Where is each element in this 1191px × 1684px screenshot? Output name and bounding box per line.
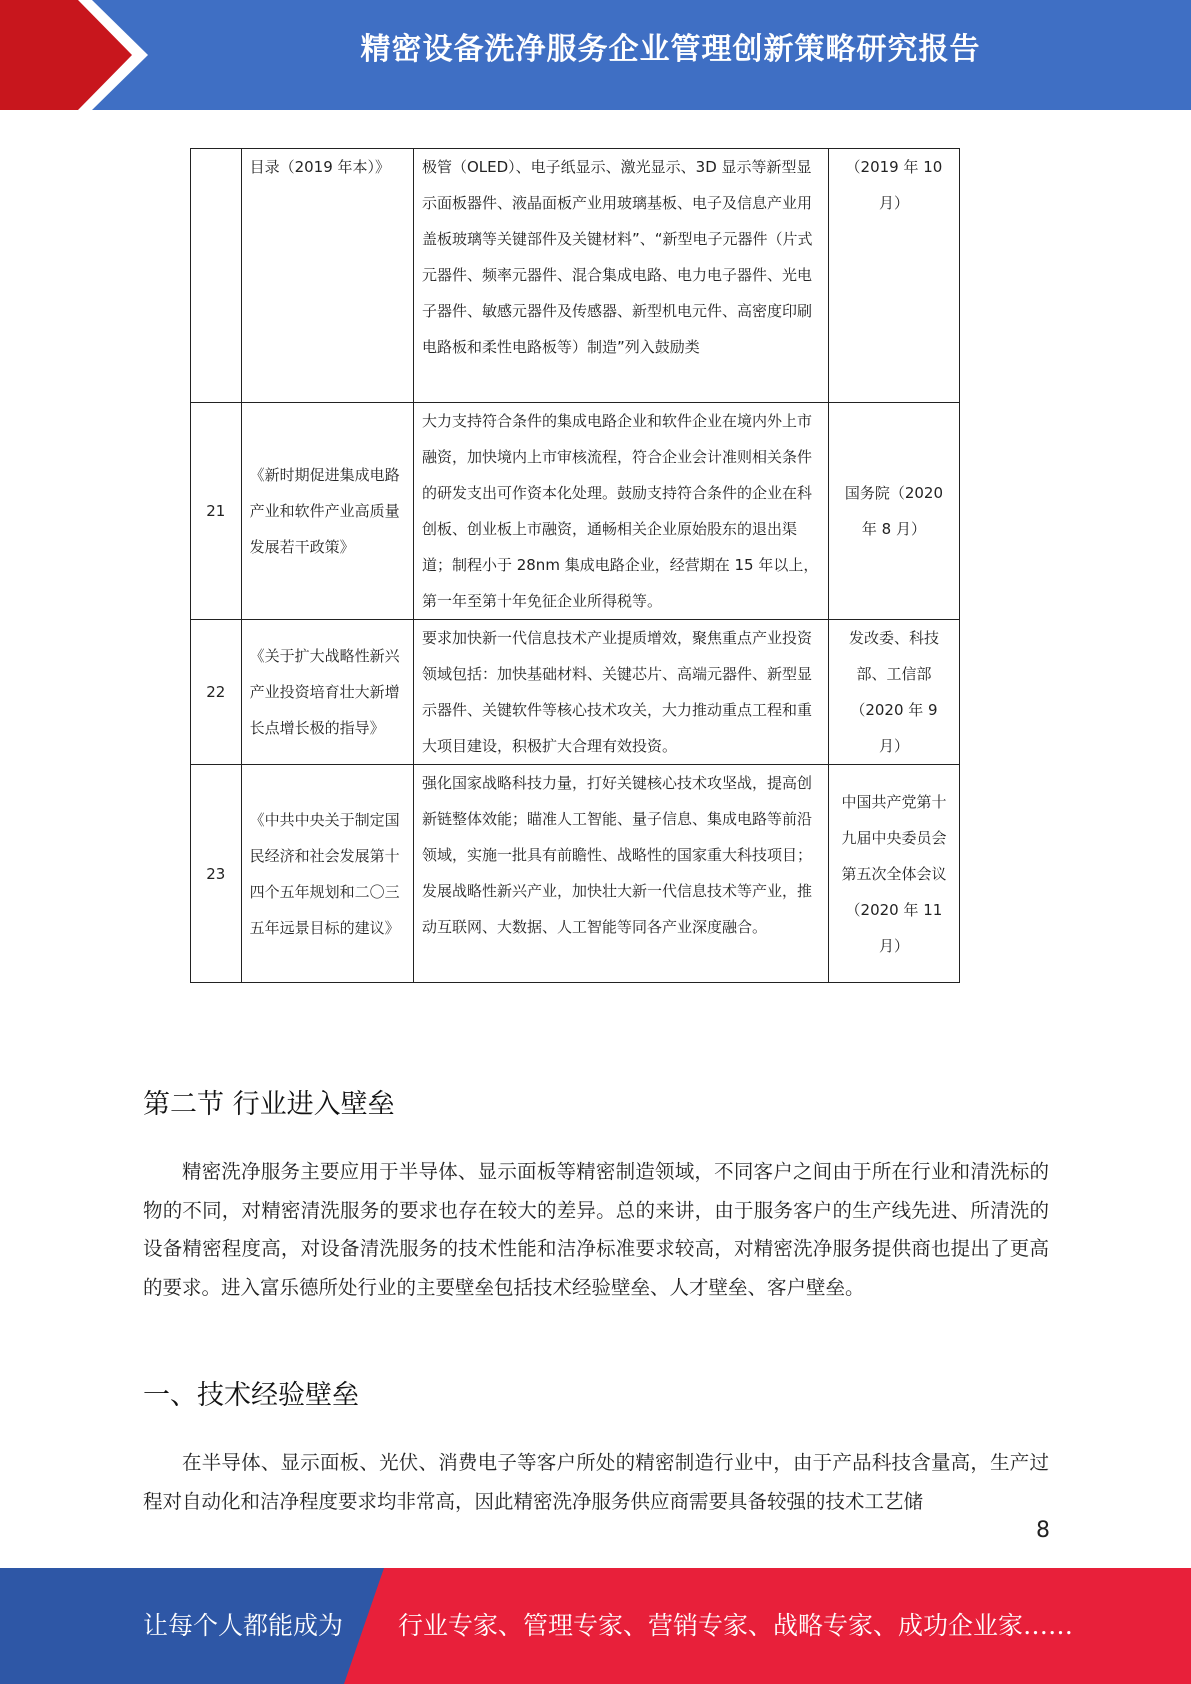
section-paragraph: 精密洗净服务主要应用于半导体、显示面板等精密制造领域，不同客户之间由于所在行业和清洗标的物的不同，对精密清洗服务的要求也存在较大的差异。总的来讲，由于服务客户的生产线先进、所清洗的设备精密程度高，对设备清洗服务的技术性能和洁净标准要求较高，对精密洗净服务提供商也提出了更高的要求。进入富乐德所处行业的主要壁垒包括技术经验壁垒、人才壁垒、客户壁垒。 <box>143 1160 1049 1299</box>
header-red-chevron <box>0 0 150 110</box>
page-number: 8 <box>1036 1518 1050 1543</box>
policy-content: 极管（OLED）、电子纸显示、激光显示、3D 显示等新型显示面板器件、液晶面板产业用玻璃基板、电子及信息产业用盖板玻璃等关键部件及关键材料”、“新型电子元器件（片式元器件、频率元器件、混合集成电路、电力电子器件、光电子器件、敏感元器件及传感器、新型机电元件、高密度印刷电路板和柔性电路板等）制造”列入鼓励类 <box>413 149 828 403</box>
policy-content: 要求加快新一代信息技术产业提质增效，聚焦重点产业投资领域包括：加快基础材料、关键芯片、高端元器件、新型显示器件、关键软件等核心技术攻关，大力推动重点工程和重大项目建设，积极扩大合理有效投资。 <box>413 620 828 765</box>
policy-name: 《关于扩大战略性新兴产业投资培育壮大新增长点增长极的指导》 <box>241 620 413 765</box>
policy-content: 强化国家战略科技力量，打好关键核心技术攻坚战，提高创新链整体效能；瞄准人工智能、量子信息、集成电路等前沿领域，实施一批具有前瞻性、战略性的国家重大科技项目；发展战略性新兴产业，加快壮大新一代信息技术等产业，推动互联网、大数据、人工智能等同各产业深度融合。 <box>413 765 828 983</box>
footer-slogan-right: 行业专家、管理专家、营销专家、战略专家、成功企业家…… <box>398 1611 1074 1640</box>
row-number: 23 <box>191 765 242 983</box>
subsection-heading: 一、技术经验壁垒 <box>143 1380 359 1411</box>
policy-issuer: （2019 年 10 月） <box>828 149 959 403</box>
policy-name: 《中共中央关于制定国民经济和社会发展第十四个五年规划和二〇三五年远景目标的建议》 <box>241 765 413 983</box>
row-number: 21 <box>191 403 242 620</box>
policy-issuer: 国务院（2020 年 8 月） <box>828 403 959 620</box>
policy-table <box>190 148 960 983</box>
footer-slogan-left: 让每个人都能成为 <box>143 1611 344 1640</box>
table-row <box>191 149 960 403</box>
policy-name: 目录（2019 年本）》 <box>241 149 413 403</box>
page-header <box>0 0 1191 110</box>
policy-name: 《新时期促进集成电路产业和软件产业高质量发展若干政策》 <box>241 403 413 620</box>
section-heading: 第二节 行业进入壁垒 <box>143 1089 395 1120</box>
subsection-paragraph: 在半导体、显示面板、光伏、消费电子等客户所处的精密制造行业中，由于产品科技含量高，生产过程对自动化和洁净程度要求均非常高，因此精密洗净服务供应商需要具备较强的技术工艺储 <box>143 1451 1049 1513</box>
policy-issuer: 发改委、科技部、工信部（2020 年 9 月） <box>828 620 959 765</box>
table-row <box>191 620 960 765</box>
table-row <box>191 765 960 983</box>
policy-issuer: 中国共产党第十九届中央委员会第五次全体会议（2020 年 11 月） <box>828 765 959 983</box>
policy-content: 大力支持符合条件的集成电路企业和软件企业在境内外上市融资，加快境内上市审核流程，符合企业会计准则相关条件的研发支出可作资本化处理。鼓励支持符合条件的企业在科创板、创业板上市融资，通畅相关企业原始股东的退出渠道；制程小于 28nm 集成电路企业，经营期在 15 年以上，第一年至第十年免征企业所得税等。 <box>413 403 828 620</box>
report-title: 精密设备洗净服务企业管理创新策略研究报告 <box>360 32 981 67</box>
row-number <box>191 149 242 403</box>
row-number: 22 <box>191 620 242 765</box>
table-row <box>191 403 960 620</box>
